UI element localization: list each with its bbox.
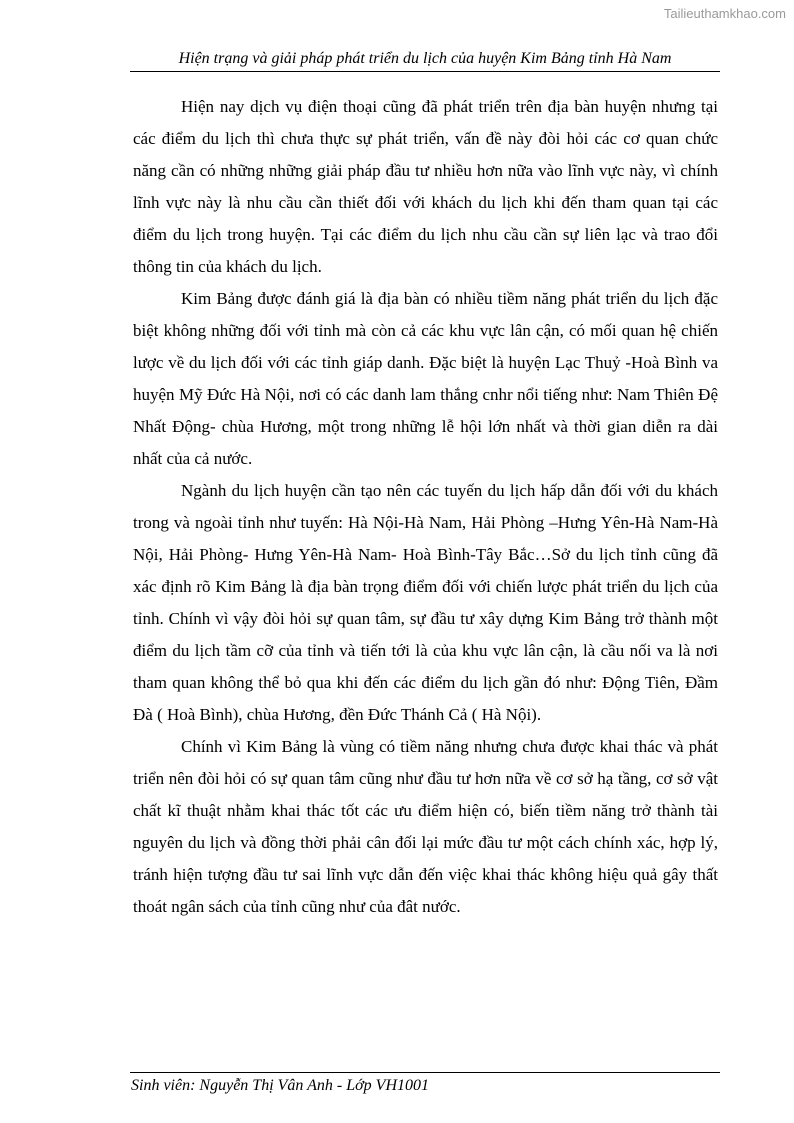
page-body [133, 91, 718, 923]
paragraph-investment: Chính vì Kim Bảng là vùng có tiềm năng nhưng chưa được khai thác và phát triển nên đòi hỏi có sự quan tâm cũng như đầu tư hơn nữa về cơ sở hạ tầng, cơ sở vật chất kĩ thuật nhằm khai thác tốt các ưu điểm hiện có, biến tiềm năng trở thành tài nguyên du lịch và đồng thời phải cân đối lại mức đầu tư một cách chính xác, hợp lý, tránh hiện tượng đầu tư sai lĩnh vực dẫn đến việc khai thác không hiệu quả gây thất thoát ngân sách của tỉnh cũng như của đât nước. [133, 737, 718, 916]
watermark-text: Tailieuthamkhao.com [663, 6, 786, 21]
paragraph-tourism-routes: Ngành du lịch huyện cần tạo nên các tuyến du lịch hấp dẫn đối với du khách trong và ngoài tỉnh như tuyến: Hà Nội-Hà Nam, Hải Phòng –Hưng Yên-Hà Nam-Hà Nội, Hải Phòng- Hưng Yên-Hà Nam- Hoà Bình-Tây Bắc…Sở du lịch tỉnh cũng đã xác định rõ Kim Bảng là địa bàn trọng điểm đối với chiến lược phát triển du lịch của tỉnh. Chính vì vậy đòi hỏi sự quan tâm, sự đầu tư xây dựng Kim Bảng trở thành một điểm du lịch tầm cỡ của tỉnh và tiến tới là của khu vực lân cận, là cầu nối va là nơi tham quan không thể bỏ qua khi đến các điểm du lịch gần đó như: Động Tiên, Đầm Đà ( Hoà Bình), chùa Hương, đền Đức Thánh Cả ( Hà Nội). [133, 481, 718, 724]
paragraph-tourism-potential: Kim Bảng được đánh giá là địa bàn có nhiều tiềm năng phát triển du lịch đặc biệt không những đối với tỉnh mà còn cả các khu vực lân cận, có mối quan hệ chiến lược về du lịch đối với các tỉnh giáp danh. Đặc biệt là huyện Lạc Thuỷ -Hoà Bình va huyện Mỹ Đức Hà Nội, nơi có các danh lam thắng cnhr nổi tiếng như: Nam Thiên Đệ Nhất Động- chùa Hương, một trong những lễ hội lớn nhất và thời gian diễn ra dài nhất của cả nước. [133, 289, 718, 468]
header-divider [130, 71, 720, 72]
footer-divider [130, 1072, 720, 1073]
paragraph-phone-service: Hiện nay dịch vụ điện thoại cũng đã phát triển trên địa bàn huyện nhưng tại các điểm du lịch thì chưa thực sự phát triển, vấn đề này đòi hỏi các cơ quan chức năng cần có những những giải pháp đầu tư nhiều hơn nữa vào lĩnh vực này, vì chính lĩnh vực này là nhu cầu cần thiết đối với khách du lịch khi đến tham quan tại các điểm du lịch trong huyện. Tại các điểm du lịch nhu cầu cần sự liên lạc và trao đổi thông tin của khách du lịch. [133, 97, 718, 276]
running-footer: Sinh viên: Nguyễn Thị Vân Anh - Lớp VH1001 [131, 1077, 429, 1094]
running-header: Hiện trạng và giải pháp phát triển du lịch của huyện Kim Bảng tỉnh Hà Nam [178, 50, 672, 67]
